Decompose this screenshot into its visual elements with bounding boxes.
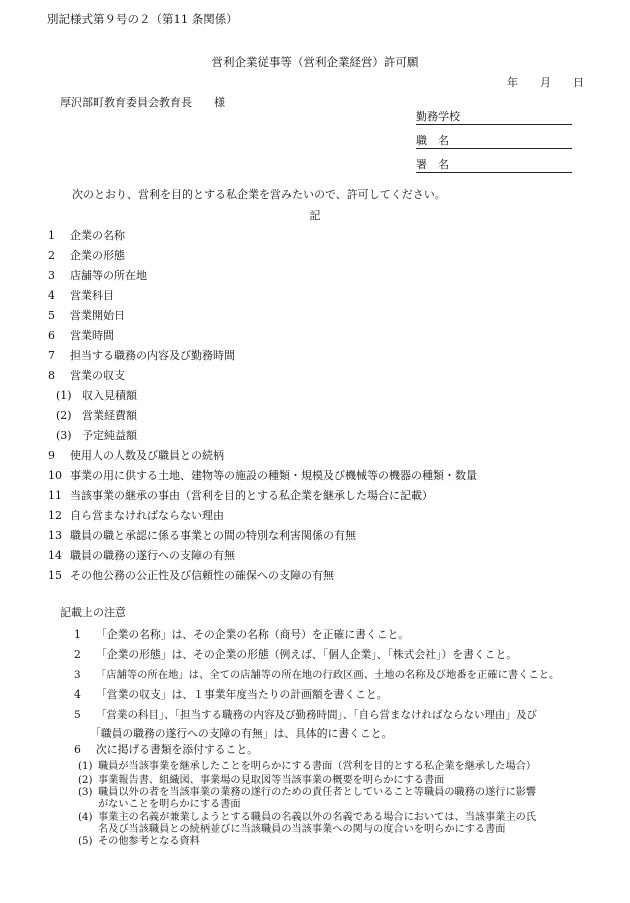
attachment-text: 職員以外の者を当該事業の業務の遂行のための責任者としていること等職員の職務の遂行に影響 <box>98 787 537 798</box>
note-text: 「企業の形態」は、その企業の形態（例えば、「個人企業」、「株式会社」）を書くこと。 <box>96 648 518 661</box>
note-text: 「営業の科目」、「担当する職務の内容及び勤務時間」、「自ら営まなければならない理由」及び <box>96 709 537 721</box>
sub-list-item <box>56 409 137 422</box>
note-item <box>74 629 409 642</box>
item-number: 8 <box>48 369 55 382</box>
subitem-number: (3) <box>56 429 72 442</box>
list-item <box>48 449 224 462</box>
position-field[interactable] <box>416 134 572 149</box>
position-label: 職 名 <box>416 134 449 147</box>
item-number: 10 <box>48 469 62 482</box>
item-label: 営業科目 <box>70 289 114 302</box>
item-label: 企業の形態 <box>70 249 125 262</box>
note-number: 4 <box>74 688 81 701</box>
note-item <box>74 669 559 681</box>
attachment-text: 職員が当該事業を継承したことを明らかにする書面（営利を目的とする私企業を継承した場合） <box>98 761 537 772</box>
ki-heading: 記 <box>309 209 321 222</box>
name-label: 署 名 <box>416 158 449 171</box>
note-item <box>74 744 258 757</box>
page-title: 営利企業従事等（営利企業経営）許可願 <box>211 55 419 69</box>
subitem-label: 予定純益額 <box>82 429 137 442</box>
subitem-label: 営業経費額 <box>82 409 137 422</box>
item-label: 当該事業の継承の事由（営利を目的とする私企業を継承した場合に記載） <box>70 489 433 502</box>
date-day-label: 日 <box>573 76 584 89</box>
date-year-label: 年 <box>507 76 518 89</box>
addressee: 厚沢部町教育委員会教育長 様 <box>60 96 225 109</box>
item-number: 13 <box>48 529 62 542</box>
subitem-label: 収入見積額 <box>82 389 137 402</box>
date-month-label: 月 <box>540 76 551 89</box>
attachment-number: (3) <box>78 787 93 798</box>
list-item <box>48 569 334 582</box>
attachment-number: (1) <box>78 761 93 772</box>
subitem-number: (1) <box>56 389 72 402</box>
item-label: 自ら営まなければならない理由 <box>70 509 224 522</box>
list-item <box>48 329 114 342</box>
list-item <box>48 269 147 282</box>
attachment-continuation: 名及び当該職員との続柄並びに当該職員の当該事業への関与の度合いを明らかにする書面 <box>98 824 506 835</box>
sub-list-item <box>56 429 137 442</box>
list-item <box>48 489 433 502</box>
note-item <box>74 649 517 662</box>
school-label: 勤務学校 <box>416 110 460 123</box>
note-text: 「企業の名称」は、その企業の名称（商号）を正確に書くこと。 <box>96 628 410 641</box>
item-label: 営業の収支 <box>70 369 125 382</box>
item-number: 7 <box>48 349 55 362</box>
item-number: 3 <box>48 269 55 282</box>
item-label: 事業の用に供する土地、建物等の施設の種類・規模及び機械等の機器の種類・数量 <box>70 469 477 482</box>
note-item <box>74 689 388 702</box>
attachment-text: 事業主の名義が兼業しようとする職員の名義以外の名義である場合においては、当該事業主の氏 <box>98 812 537 823</box>
attachment-item <box>78 775 444 787</box>
intro-text: 次のとおり、営利を目的とする私企業を営みたいので、許可してください。 <box>72 188 446 201</box>
list-item <box>48 289 114 302</box>
item-number: 4 <box>48 289 55 302</box>
form-number: 別記様式第９号の２（第11 条関係） <box>47 12 238 26</box>
item-label: 営業開始日 <box>70 309 125 322</box>
item-label: 店舗等の所在地 <box>70 269 147 282</box>
list-item <box>48 249 125 262</box>
item-number: 9 <box>48 449 55 462</box>
attachment-number: (4) <box>78 812 93 823</box>
list-item <box>48 229 125 242</box>
item-label: 職員の職と承認に係る事業との間の特別な利害関係の有無 <box>70 529 356 542</box>
item-number: 12 <box>48 509 62 522</box>
attachment-item <box>78 812 536 824</box>
note-number: 1 <box>74 628 81 641</box>
attachment-text: その他参考となる資料 <box>98 836 200 847</box>
note-text: 次に掲げる書類を添付すること。 <box>96 743 258 756</box>
school-field[interactable] <box>416 110 572 125</box>
note-text: 「店舗等の所在地」は、全ての店舗等の所在地の行政区画、土地の名称及び地番を正確に書くこと。 <box>96 669 560 681</box>
list-item <box>48 509 224 522</box>
note-text: 「営業の収支」は、１事業年度当たりの計画額を書くこと。 <box>96 688 388 701</box>
list-item <box>48 349 235 362</box>
item-number: 14 <box>48 549 62 562</box>
note-continuation: 「職員の職務の遂行への支障の有無」は、具体的に書くこと。 <box>90 727 393 740</box>
attachment-item <box>78 761 536 773</box>
note-number: 5 <box>74 709 81 721</box>
name-field[interactable] <box>416 158 572 173</box>
attachment-number: (2) <box>78 775 93 786</box>
list-item <box>48 469 477 482</box>
item-number: 11 <box>48 489 62 502</box>
attachment-item <box>78 787 536 799</box>
note-item <box>74 709 537 722</box>
item-label: 担当する職務の内容及び勤務時間 <box>70 349 235 362</box>
note-number: 2 <box>74 648 81 661</box>
item-label: 企業の名称 <box>70 229 125 242</box>
item-number: 5 <box>48 309 55 322</box>
sub-list-item <box>56 389 137 402</box>
list-item <box>48 369 125 382</box>
note-number: 6 <box>74 743 81 756</box>
item-label: 職員の職務の遂行への支障の有無 <box>70 549 235 562</box>
item-number: 6 <box>48 329 55 342</box>
attachment-continuation: がないことを明らかにする書面 <box>98 799 241 810</box>
subitem-number: (2) <box>56 409 72 422</box>
item-number: 2 <box>48 249 55 262</box>
attachment-item <box>78 836 200 848</box>
item-number: 15 <box>48 569 62 582</box>
list-item <box>48 309 125 322</box>
attachment-number: (5) <box>78 836 93 847</box>
item-label: 使用人の人数及び職員との続柄 <box>70 449 224 462</box>
list-item <box>48 529 356 542</box>
item-number: 1 <box>48 229 55 242</box>
attachment-text: 事業報告書、組織図、事業場の見取図等当該事業の概要を明らかにする書面 <box>98 775 445 786</box>
notes-heading: 記載上の注意 <box>60 606 126 619</box>
item-label: その他公務の公正性及び信頼性の確保への支障の有無 <box>70 569 334 582</box>
item-label: 営業時間 <box>70 329 114 342</box>
note-number: 3 <box>74 669 81 681</box>
list-item <box>48 549 235 562</box>
